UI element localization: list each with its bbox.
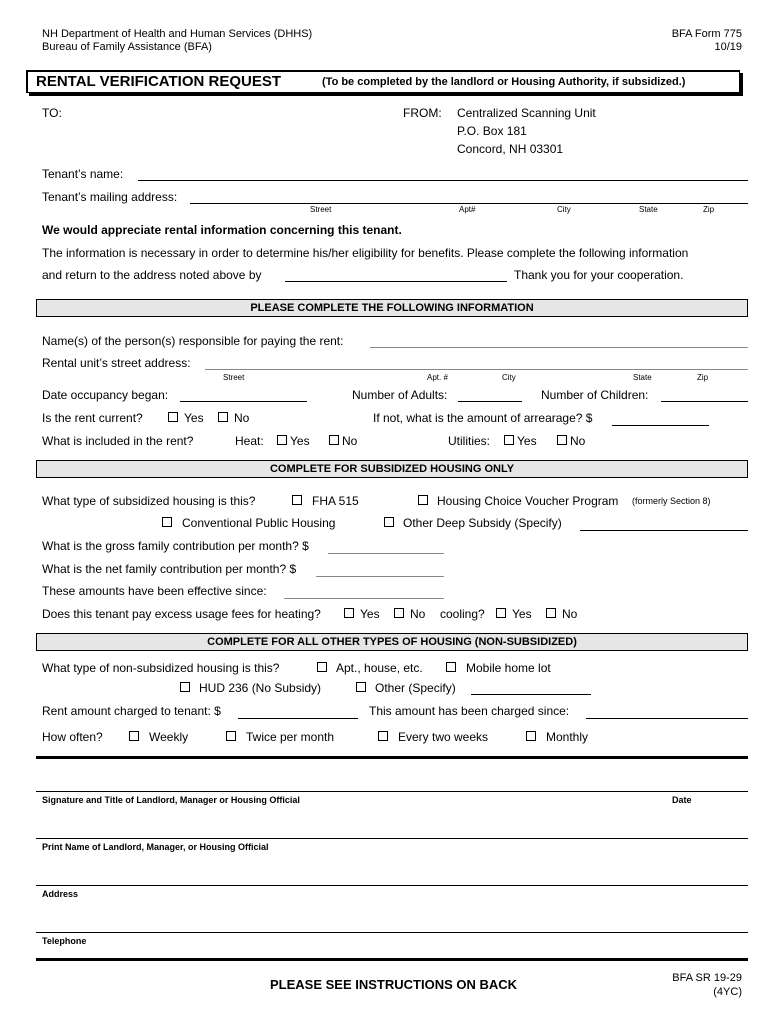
weekly-label: Weekly (149, 730, 189, 744)
sub-street: Street (310, 205, 332, 214)
other-specify-checkbox[interactable] (356, 682, 366, 692)
utilities-yes-checkbox[interactable] (504, 435, 514, 445)
signature-label: Signature and Title of Landlord, Manager or Housing Official (42, 795, 300, 805)
form-number: BFA Form 775 (671, 28, 742, 40)
excess-heat-no-checkbox[interactable] (394, 608, 404, 618)
twice-monthly-checkbox[interactable] (226, 731, 236, 741)
children-field[interactable] (661, 401, 748, 402)
deep-subsidy-checkbox[interactable] (384, 517, 394, 527)
utilities-no-checkbox[interactable] (557, 435, 567, 445)
subsidized-type-label: What type of subsidized housing is this? (42, 494, 256, 508)
from-line-3: Concord, NH 03301 (457, 142, 564, 156)
heat-yes-checkbox[interactable] (277, 435, 287, 445)
unit-sub-state: State (633, 373, 652, 382)
section-2-heading: COMPLETE FOR SUBSIDIZED HOUSING ONLY (36, 460, 748, 478)
deep-subsidy-field[interactable] (580, 530, 748, 531)
section-1-heading: PLEASE COMPLETE THE FOLLOWING INFORMATION (36, 299, 748, 317)
fha-label: FHA 515 (312, 494, 359, 508)
tenant-mailing-field[interactable] (190, 203, 748, 204)
conventional-label: Conventional Public Housing (182, 516, 336, 530)
unit-sub-zip: Zip (697, 373, 709, 382)
utilities-yes-label: Yes (517, 434, 537, 448)
apt-house-label: Apt., house, etc. (336, 661, 423, 675)
voucher-checkbox[interactable] (418, 495, 428, 505)
cooling-no-checkbox[interactable] (546, 608, 556, 618)
apt-house-checkbox[interactable] (317, 662, 327, 672)
excess-heat-yes-label: Yes (360, 607, 380, 621)
excess-label: Does this tenant pay excess usage fees for heating? (42, 607, 321, 621)
section-3-heading: COMPLETE FOR ALL OTHER TYPES OF HOUSING (NON-SUBSIDIZED) (36, 633, 748, 651)
tenant-name-label: Tenant’s name: (42, 167, 124, 181)
tenant-mailing-label: Tenant’s mailing address: (42, 190, 178, 204)
unit-sub-apt: Apt. # (427, 373, 448, 382)
cooling-no-label: No (562, 607, 578, 621)
every-two-weeks-label: Every two weeks (398, 730, 489, 744)
rent-current-no-label: No (234, 411, 250, 425)
heat-label: Heat: (235, 434, 264, 448)
gross-label: What is the gross family contribution per month? $ (42, 539, 309, 553)
heat-yes-label: Yes (290, 434, 310, 448)
arrearage-field[interactable] (612, 425, 709, 426)
responsible-field[interactable] (370, 347, 748, 348)
hud-label: HUD 236 (No Subsidy) (199, 681, 322, 695)
utilities-label: Utilities: (448, 434, 491, 448)
conventional-checkbox[interactable] (162, 517, 172, 527)
print-name-label: Print Name of Landlord, Manager, or Housing Official (42, 842, 269, 852)
fha-checkbox[interactable] (292, 495, 302, 505)
sub-state: State (639, 205, 658, 214)
department-name: NH Department of Health and Human Services (DHHS) (42, 28, 313, 40)
voucher-label: Housing Choice Voucher Program (437, 494, 619, 508)
telephone-label: Telephone (42, 936, 87, 946)
utilities-no-label: No (570, 434, 586, 448)
tenant-name-field[interactable] (138, 180, 748, 181)
net-field[interactable] (316, 576, 444, 577)
unit-sub-city: City (502, 373, 516, 382)
instructions-note: PLEASE SEE INSTRUCTIONS ON BACK (270, 977, 518, 992)
from-line-1: Centralized Scanning Unit (457, 106, 596, 120)
cooling-label: cooling? (440, 607, 485, 621)
hud-checkbox[interactable] (180, 682, 190, 692)
unit-address-label: Rental unit’s street address: (42, 356, 191, 370)
excess-heat-yes-checkbox[interactable] (344, 608, 354, 618)
form-date: 10/19 (714, 41, 742, 53)
page-title: RENTAL VERIFICATION REQUEST (36, 73, 282, 90)
arrearage-label: If not, what is the amount of arrearage? $ (373, 411, 593, 425)
address-field[interactable] (36, 885, 748, 886)
cooling-yes-checkbox[interactable] (496, 608, 506, 618)
occupancy-field[interactable] (180, 401, 307, 402)
unit-sub-street: Street (223, 373, 245, 382)
return-by-date-field[interactable] (285, 281, 507, 282)
adults-field[interactable] (458, 401, 522, 402)
rent-amount-field[interactable] (238, 718, 358, 719)
footer-divider (36, 958, 748, 961)
telephone-field[interactable] (36, 932, 748, 933)
other-specify-label: Other (Specify) (375, 681, 456, 695)
bureau-name: Bureau of Family Assistance (BFA) (42, 41, 212, 53)
rent-amount-label: Rent amount charged to tenant: $ (42, 704, 221, 718)
to-label: TO: (42, 106, 62, 120)
cooling-yes-label: Yes (512, 607, 532, 621)
sub-city: City (557, 205, 571, 214)
voucher-note: (formerly Section 8) (632, 496, 711, 506)
form-code-2: (4YC) (713, 986, 742, 998)
heat-no-label: No (342, 434, 358, 448)
intro-line-1: The information is necessary in order to determine his/her eligibility for benefits. Please complete the following information (42, 246, 689, 260)
address-label: Address (42, 889, 79, 899)
monthly-label: Monthly (546, 730, 589, 744)
intro-line-2: and return to the address noted above by (42, 268, 262, 282)
excess-heat-no-label: No (410, 607, 426, 621)
intro-bold: We would appreciate rental information concerning this tenant. (42, 223, 402, 237)
unit-address-field[interactable] (205, 369, 748, 370)
section-divider (36, 756, 748, 759)
charged-since-field[interactable] (586, 718, 748, 719)
every-two-weeks-checkbox[interactable] (378, 731, 388, 741)
rent-current-yes-checkbox[interactable] (168, 412, 178, 422)
print-name-field[interactable] (36, 838, 748, 839)
title-note: (To be completed by the landlord or Housing Authority, if subsidized.) (322, 76, 686, 88)
from-label: FROM: (403, 106, 442, 120)
how-often-label: How often? (42, 730, 103, 744)
effective-field[interactable] (284, 598, 444, 599)
occupancy-label: Date occupancy began: (42, 388, 169, 402)
nonsubsidized-type-label: What type of non-subsidized housing is this? (42, 661, 280, 675)
from-line-2: P.O. Box 181 (457, 124, 527, 138)
net-label: What is the net family contribution per month? $ (42, 562, 297, 576)
mobile-home-label: Mobile home lot (466, 661, 551, 675)
form-code: BFA SR 19-29 (672, 972, 742, 984)
thanks-text: Thank you for your cooperation. (514, 268, 684, 282)
included-label: What is included in the rent? (42, 434, 194, 448)
sub-zip: Zip (703, 205, 715, 214)
twice-monthly-label: Twice per month (246, 730, 335, 744)
rent-current-no-checkbox[interactable] (218, 412, 228, 422)
gross-field[interactable] (328, 553, 444, 554)
adults-label: Number of Adults: (352, 388, 448, 402)
weekly-checkbox[interactable] (129, 731, 139, 741)
sub-apt: Apt# (459, 205, 476, 214)
effective-label: These amounts have been effective since: (42, 584, 267, 598)
charged-since-label: This amount has been charged since: (369, 704, 570, 718)
mobile-home-checkbox[interactable] (446, 662, 456, 672)
children-label: Number of Children: (541, 388, 649, 402)
deep-subsidy-label: Other Deep Subsidy (Specify) (403, 516, 562, 530)
responsible-label: Name(s) of the person(s) responsible for paying the rent: (42, 334, 344, 348)
date-label: Date (672, 795, 692, 805)
heat-no-checkbox[interactable] (329, 435, 339, 445)
other-specify-field[interactable] (471, 694, 591, 695)
monthly-checkbox[interactable] (526, 731, 536, 741)
signature-field[interactable] (36, 791, 748, 792)
rent-current-yes-label: Yes (184, 411, 204, 425)
rent-current-label: Is the rent current? (42, 411, 143, 425)
